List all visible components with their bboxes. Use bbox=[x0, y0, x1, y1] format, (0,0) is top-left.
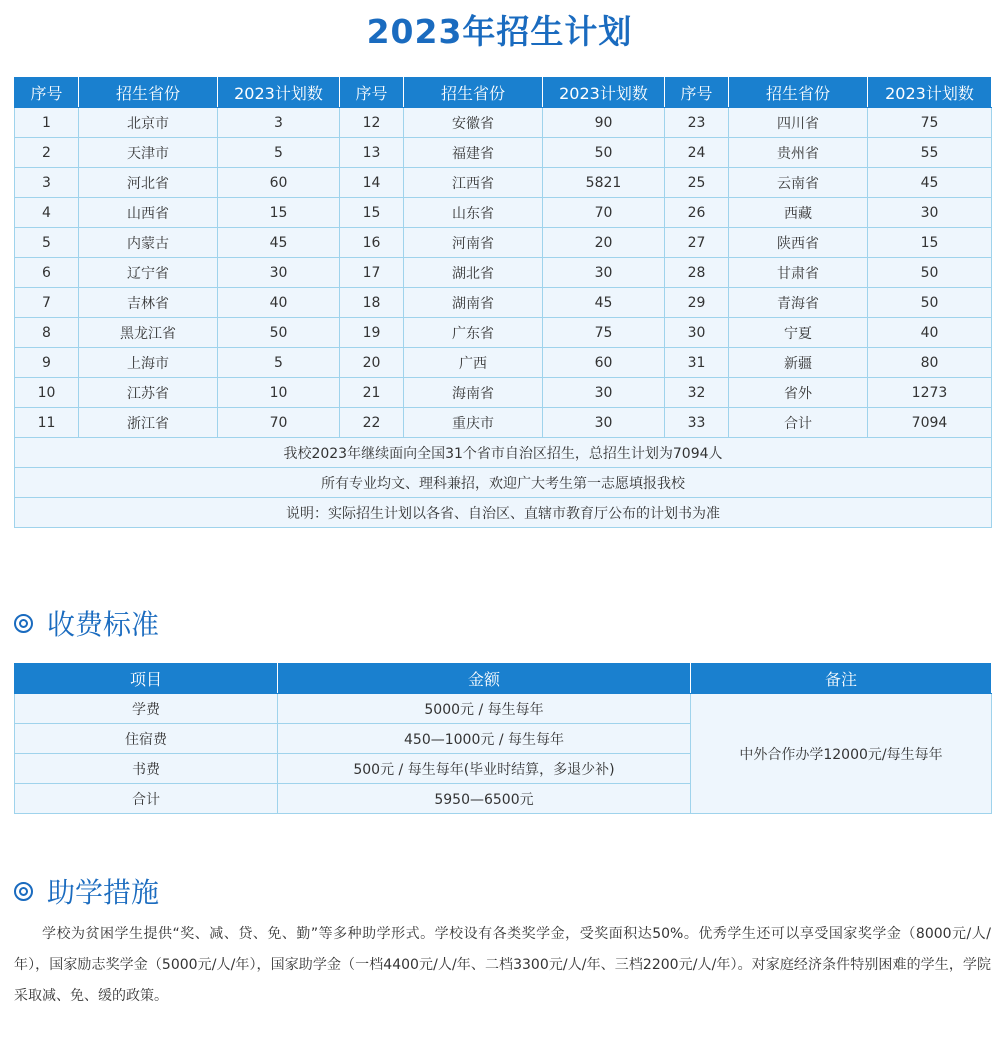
fee-section-heading bbox=[14, 603, 159, 643]
aid-heading-label: 助学措施 bbox=[47, 876, 160, 909]
quota-cell: 55 bbox=[868, 138, 992, 168]
quota-cell: 80 bbox=[868, 348, 992, 378]
fee-item-cell: 学费 bbox=[15, 694, 278, 724]
province-cell: 吉林省 bbox=[79, 288, 218, 318]
seq-cell: 4 bbox=[15, 198, 79, 228]
header-cell: 2023计划数 bbox=[868, 78, 992, 108]
table-row bbox=[15, 168, 992, 198]
quota-cell: 60 bbox=[543, 348, 665, 378]
header-cell: 2023计划数 bbox=[543, 78, 665, 108]
seq-cell: 19 bbox=[340, 318, 404, 348]
fee-amount-cell: 450—1000元 / 每生每年 bbox=[278, 724, 691, 754]
header-cell: 序号 bbox=[15, 78, 79, 108]
seq-cell: 14 bbox=[340, 168, 404, 198]
quota-cell: 45 bbox=[218, 228, 340, 258]
fee-amount-cell: 5950—6500元 bbox=[278, 784, 691, 814]
table-row bbox=[15, 108, 992, 138]
seq-cell: 15 bbox=[340, 198, 404, 228]
quota-cell: 75 bbox=[868, 108, 992, 138]
aid-section-heading bbox=[14, 871, 159, 911]
fee-heading-label: 收费标准 bbox=[47, 608, 160, 641]
seq-cell: 32 bbox=[665, 378, 729, 408]
quota-cell: 3 bbox=[218, 108, 340, 138]
province-cell: 福建省 bbox=[404, 138, 543, 168]
fee-item-cell: 住宿费 bbox=[15, 724, 278, 754]
quota-cell: 5 bbox=[218, 348, 340, 378]
table-row bbox=[15, 258, 992, 288]
province-cell: 湖南省 bbox=[404, 288, 543, 318]
note-row bbox=[15, 468, 992, 498]
quota-cell: 5 bbox=[218, 138, 340, 168]
province-cell: 云南省 bbox=[729, 168, 868, 198]
seq-cell: 7 bbox=[15, 288, 79, 318]
table-row bbox=[15, 318, 992, 348]
quota-cell: 40 bbox=[218, 288, 340, 318]
header-cell: 招生省份 bbox=[729, 78, 868, 108]
quota-cell: 45 bbox=[543, 288, 665, 318]
province-cell: 甘肃省 bbox=[729, 258, 868, 288]
fee-item-cell: 合计 bbox=[15, 784, 278, 814]
quota-cell: 50 bbox=[868, 288, 992, 318]
table-row bbox=[15, 694, 992, 724]
seq-cell: 1 bbox=[15, 108, 79, 138]
enrollment-plan-table bbox=[14, 77, 992, 528]
note-cell: 我校2023年继续面向全国31个省市自治区招生，总招生计划为7094人 bbox=[15, 438, 992, 468]
seq-cell: 29 bbox=[665, 288, 729, 318]
seq-cell: 18 bbox=[340, 288, 404, 318]
province-cell: 陕西省 bbox=[729, 228, 868, 258]
seq-cell: 30 bbox=[665, 318, 729, 348]
seq-cell: 16 bbox=[340, 228, 404, 258]
header-cell: 序号 bbox=[665, 78, 729, 108]
seq-cell: 33 bbox=[665, 408, 729, 438]
seq-cell: 5 bbox=[15, 228, 79, 258]
quota-cell: 15 bbox=[868, 228, 992, 258]
province-cell: 青海省 bbox=[729, 288, 868, 318]
seq-cell: 24 bbox=[665, 138, 729, 168]
province-cell: 新疆 bbox=[729, 348, 868, 378]
quota-cell: 15 bbox=[218, 198, 340, 228]
quota-cell: 30 bbox=[543, 378, 665, 408]
seq-cell: 8 bbox=[15, 318, 79, 348]
quota-cell: 75 bbox=[543, 318, 665, 348]
quota-cell: 90 bbox=[543, 108, 665, 138]
table-row bbox=[15, 228, 992, 258]
province-cell: 山东省 bbox=[404, 198, 543, 228]
province-cell: 天津市 bbox=[79, 138, 218, 168]
seq-cell: 21 bbox=[340, 378, 404, 408]
table-header-row bbox=[15, 78, 992, 108]
province-cell: 省外 bbox=[729, 378, 868, 408]
header-cell: 序号 bbox=[340, 78, 404, 108]
seq-cell: 31 bbox=[665, 348, 729, 378]
seq-cell: 2 bbox=[15, 138, 79, 168]
province-cell: 上海市 bbox=[79, 348, 218, 378]
province-cell: 合计 bbox=[729, 408, 868, 438]
quota-cell: 30 bbox=[218, 258, 340, 288]
province-cell: 江苏省 bbox=[79, 378, 218, 408]
quota-cell: 70 bbox=[218, 408, 340, 438]
province-cell: 内蒙古 bbox=[79, 228, 218, 258]
quota-cell: 30 bbox=[868, 198, 992, 228]
note-cell: 说明：实际招生计划以各省、自治区、直辖市教育厅公布的计划书为准 bbox=[15, 498, 992, 528]
quota-cell: 20 bbox=[543, 228, 665, 258]
province-cell: 海南省 bbox=[404, 378, 543, 408]
province-cell: 河北省 bbox=[79, 168, 218, 198]
province-cell: 湖北省 bbox=[404, 258, 543, 288]
fee-amount-cell: 500元 / 每生每年(毕业时结算，多退少补) bbox=[278, 754, 691, 784]
table-row bbox=[15, 378, 992, 408]
province-cell: 贵州省 bbox=[729, 138, 868, 168]
province-cell: 浙江省 bbox=[79, 408, 218, 438]
province-cell: 广西 bbox=[404, 348, 543, 378]
table-header-row bbox=[15, 664, 992, 694]
seq-cell: 20 bbox=[340, 348, 404, 378]
seq-cell: 13 bbox=[340, 138, 404, 168]
province-cell: 河南省 bbox=[404, 228, 543, 258]
province-cell: 山西省 bbox=[79, 198, 218, 228]
table-row bbox=[15, 348, 992, 378]
quota-cell: 50 bbox=[218, 318, 340, 348]
province-cell: 江西省 bbox=[404, 168, 543, 198]
fee-amount-cell: 5000元 / 每生每年 bbox=[278, 694, 691, 724]
quota-cell: 7094 bbox=[868, 408, 992, 438]
quota-cell: 70 bbox=[543, 198, 665, 228]
fee-item-cell: 书费 bbox=[15, 754, 278, 784]
bullseye-icon bbox=[14, 882, 33, 901]
seq-cell: 28 bbox=[665, 258, 729, 288]
province-cell: 西藏 bbox=[729, 198, 868, 228]
province-cell: 宁夏 bbox=[729, 318, 868, 348]
quota-cell: 30 bbox=[543, 258, 665, 288]
seq-cell: 12 bbox=[340, 108, 404, 138]
province-cell: 北京市 bbox=[79, 108, 218, 138]
table-row bbox=[15, 288, 992, 318]
note-row bbox=[15, 438, 992, 468]
seq-cell: 11 bbox=[15, 408, 79, 438]
header-cell: 2023计划数 bbox=[218, 78, 340, 108]
quota-cell: 30 bbox=[543, 408, 665, 438]
province-cell: 四川省 bbox=[729, 108, 868, 138]
seq-cell: 10 bbox=[15, 378, 79, 408]
quota-cell: 10 bbox=[218, 378, 340, 408]
note-row bbox=[15, 498, 992, 528]
province-cell: 安徽省 bbox=[404, 108, 543, 138]
aid-description: 学校为贫困学生提供“奖、减、贷、免、勤”等多种助学形式。学校设有各类奖学金，受奖面积达50%。优秀学生还可以享受国家奖学金（8000元/人/年），国家励志奖学金（5000元/人/年），国家助学金（一档4400元/人/年、二档3300元/人/年、三档2200元/人/年）。对家庭经济条件特别困难的学生，学院采取减、免、缓的政策。 bbox=[14, 926, 991, 1004]
header-cell: 招生省份 bbox=[404, 78, 543, 108]
seq-cell: 26 bbox=[665, 198, 729, 228]
quota-cell: 50 bbox=[543, 138, 665, 168]
quota-cell: 40 bbox=[868, 318, 992, 348]
table-row bbox=[15, 198, 992, 228]
quota-cell: 5821 bbox=[543, 168, 665, 198]
province-cell: 黑龙江省 bbox=[79, 318, 218, 348]
seq-cell: 25 bbox=[665, 168, 729, 198]
province-cell: 辽宁省 bbox=[79, 258, 218, 288]
province-cell: 广东省 bbox=[404, 318, 543, 348]
page-title: 2023年招生计划 bbox=[366, 12, 633, 51]
header-cell: 备注 bbox=[691, 664, 992, 694]
note-cell: 所有专业均文、理科兼招，欢迎广大考生第一志愿填报我校 bbox=[15, 468, 992, 498]
seq-cell: 3 bbox=[15, 168, 79, 198]
quota-cell: 45 bbox=[868, 168, 992, 198]
table-row bbox=[15, 408, 992, 438]
table-row bbox=[15, 138, 992, 168]
header-cell: 金额 bbox=[278, 664, 691, 694]
seq-cell: 22 bbox=[340, 408, 404, 438]
header-cell: 招生省份 bbox=[79, 78, 218, 108]
bullseye-icon bbox=[14, 614, 33, 633]
seq-cell: 27 bbox=[665, 228, 729, 258]
fee-remark-cell: 中外合作办学12000元/每生每年 bbox=[691, 694, 992, 814]
province-cell: 重庆市 bbox=[404, 408, 543, 438]
seq-cell: 6 bbox=[15, 258, 79, 288]
quota-cell: 1273 bbox=[868, 378, 992, 408]
fee-table bbox=[14, 663, 992, 814]
seq-cell: 9 bbox=[15, 348, 79, 378]
seq-cell: 17 bbox=[340, 258, 404, 288]
header-cell: 项目 bbox=[15, 664, 278, 694]
quota-cell: 60 bbox=[218, 168, 340, 198]
quota-cell: 50 bbox=[868, 258, 992, 288]
seq-cell: 23 bbox=[665, 108, 729, 138]
